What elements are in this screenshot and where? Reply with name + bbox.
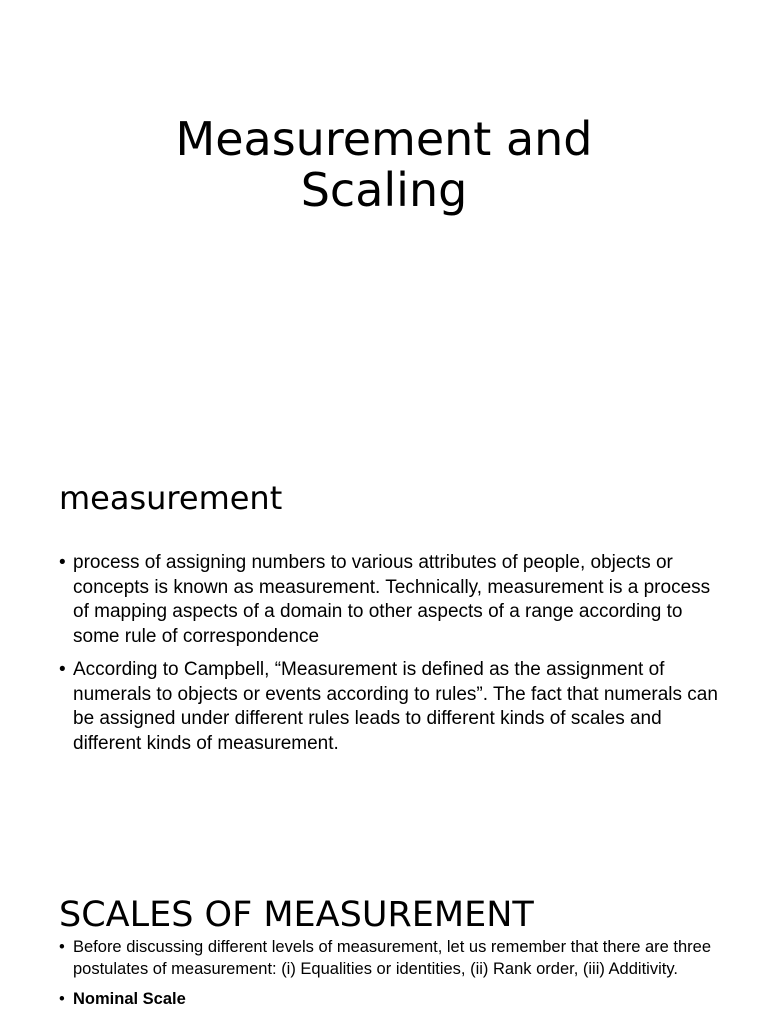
bullet-list [59, 937, 719, 1020]
title-line-1: Measurement and [175, 112, 593, 166]
bullet-text: Before discussing different levels of measurement, let us remember that there are three postulates of measurement: (i) Equalities or identities, (ii) Rank order, (iii) Additivity. [73, 938, 712, 978]
bullet-text: process of assigning numbers to various attributes of people, objects or concepts is known as measurement. Technically, measurement is a process of mapping aspects of a domain to other aspects of a range according to some rule of correspondence [73, 552, 711, 647]
title-line-2: Scaling [300, 163, 468, 217]
slide-title [0, 0, 768, 432]
bullet-icon: • [59, 990, 65, 1008]
bullet-item [59, 989, 719, 1011]
bullet-icon: • [59, 659, 66, 680]
bullet-list [59, 551, 719, 765]
bullet-icon: • [59, 552, 66, 573]
bullet-text-nominal-scale: Nominal Scale [73, 990, 186, 1008]
slide-measurement [0, 432, 768, 864]
bullet-text: According to Campbell, “Measurement is defined as the assignment of numerals to objects or events according to rules”. The fact that numerals can be assigned under different rules leads to different kinds of scales and different kinds of measurement. [73, 659, 718, 754]
bullet-item [59, 658, 719, 756]
bullet-item [59, 937, 719, 980]
slide-heading: measurement [59, 479, 283, 517]
bullet-item [59, 551, 719, 649]
presentation-title [0, 114, 768, 216]
slide-scales-of-measurement [0, 864, 768, 1024]
bullet-icon: • [59, 938, 65, 956]
slide-heading: SCALES OF MEASUREMENT [59, 895, 534, 935]
